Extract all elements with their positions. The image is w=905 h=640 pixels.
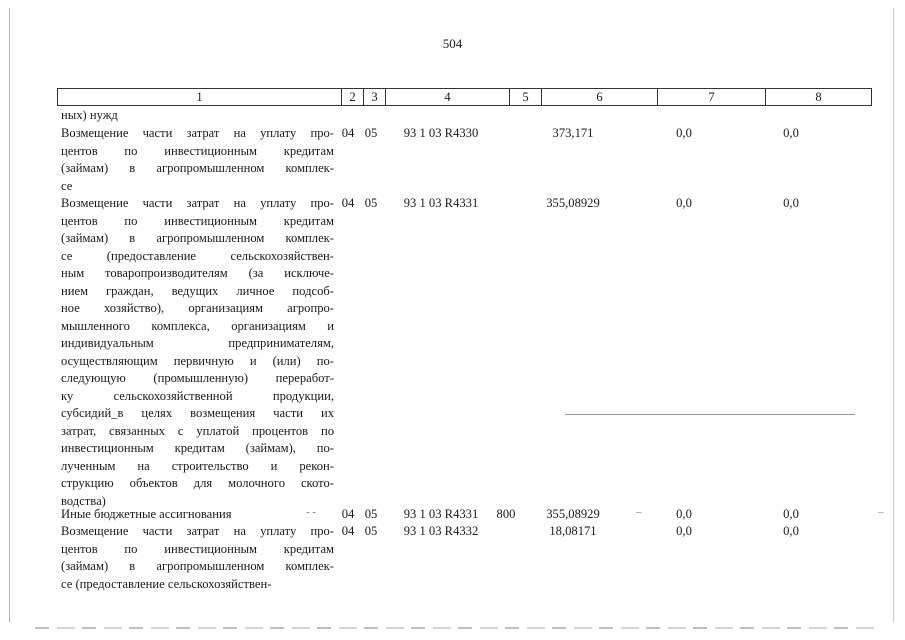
scan-artifact-line: [565, 414, 855, 415]
row-description-line: центов по инвестиционным кредитам: [61, 213, 334, 228]
row-c6-value: 355,08929: [546, 196, 600, 210]
row-description-line: Возмещение части затрат на уплату про-: [61, 126, 334, 140]
row-c2-value: 04: [341, 126, 355, 140]
row-description-line: следующую (промышленную) переработ-: [61, 371, 334, 385]
row-c7-value: 0,0: [676, 524, 692, 538]
row-c4-value: 93 1 03 R4330: [403, 126, 479, 140]
row-c8-value: 0,0: [783, 126, 799, 140]
row-c7-value: 0,0: [676, 196, 692, 210]
row-description-line: (займам) в агропромышленном комплек-: [61, 161, 334, 175]
row-c5-value: 800: [496, 507, 516, 521]
page-number: 504: [442, 36, 463, 51]
column-header-4: 4: [386, 89, 510, 106]
row-description-line: ным товаропроизводителям (за исключе-: [61, 266, 334, 280]
row-description-line: осуществляющим первичную и (или) по-: [61, 353, 334, 368]
row-description-line: затрат, связанных с уплатой процентов по: [61, 423, 334, 438]
row-description-line: инвестиционным кредитам (займам), по-: [61, 441, 334, 455]
row-description-line: Иные бюджетные ассигнования: [61, 507, 232, 521]
column-header-5: 5: [510, 89, 542, 106]
row-description-line: мышленного комплекса, организациям и: [61, 318, 334, 333]
row-description-line: се (предоставление сельскохозяйствен-: [61, 248, 334, 263]
row-c4-value: 93 1 03 R4332: [403, 524, 479, 538]
row-c3-value: 05: [364, 126, 378, 140]
row-c4-value: 93 1 03 R4331: [403, 507, 479, 521]
row-c6-value: 355,08929: [546, 507, 600, 521]
row-description-line: струкцию объектов для молочного ското-: [61, 476, 334, 490]
table-header: [57, 88, 872, 106]
row-c8-value: 0,0: [783, 524, 799, 538]
row-description-line: Возмещение части затрат на уплату про-: [61, 196, 334, 210]
row-description-line: центов по инвестиционным кредитам: [61, 143, 334, 158]
row-description-line: Возмещение части затрат на уплату про-: [61, 524, 334, 538]
scan-artifact-dash: –: [636, 506, 642, 518]
row-description-line: водства): [61, 493, 106, 508]
row-description-line: индивидуальным предпринимателям,: [61, 336, 334, 350]
column-header-8: 8: [766, 89, 872, 106]
row-c7-value: 0,0: [676, 507, 692, 521]
row-description-line: лученным на строительство и рекон-: [61, 458, 334, 473]
row-description-line: се: [61, 178, 73, 193]
row-description-line: (займам) в агропромышленном комплек-: [61, 231, 334, 245]
row-c3-value: 05: [364, 524, 378, 538]
row-description-line: се (предоставление сельскохозяйствен-: [61, 576, 272, 591]
row-c3-value: 05: [364, 196, 378, 210]
row-description-line: (займам) в агропромышленном комплек-: [61, 559, 334, 573]
row-c4-value: 93 1 03 R4331: [403, 196, 479, 210]
row-description-line: ку сельскохозяйственной продукции,: [61, 388, 334, 403]
row-c8-value: 0,0: [783, 196, 799, 210]
row-c6-value: 373,171: [552, 126, 594, 140]
row-c2-value: 04: [341, 196, 355, 210]
row-description-line: субсидий_в целях возмещения части их: [61, 406, 334, 420]
row-c2-value: 04: [341, 507, 355, 521]
scan-artifact-bottom-line: [35, 627, 880, 629]
column-header-1: 1: [58, 89, 342, 106]
header-row: [58, 89, 872, 106]
column-header-3: 3: [364, 89, 386, 106]
row-c8-value: 0,0: [783, 507, 799, 521]
row-c2-value: 04: [341, 524, 355, 538]
scan-border-left: [9, 8, 10, 622]
row-description-line: ных) нужд: [61, 108, 118, 122]
column-header-6: 6: [542, 89, 658, 106]
scan-border-right: [893, 8, 894, 622]
row-c3-value: 05: [364, 507, 378, 521]
row-description-line: нием граждан, ведущих личное подсоб-: [61, 283, 334, 298]
column-header-2: 2: [342, 89, 364, 106]
scan-artifact-dash: –: [878, 506, 884, 518]
scan-artifact-dash: - -: [306, 506, 317, 518]
column-header-7: 7: [658, 89, 766, 106]
row-c7-value: 0,0: [676, 126, 692, 140]
row-description-line: центов по инвестиционным кредитам: [61, 541, 334, 556]
row-c6-value: 18,08171: [549, 524, 597, 538]
row-description-line: ное хозяйство), организациям агропро-: [61, 301, 334, 315]
